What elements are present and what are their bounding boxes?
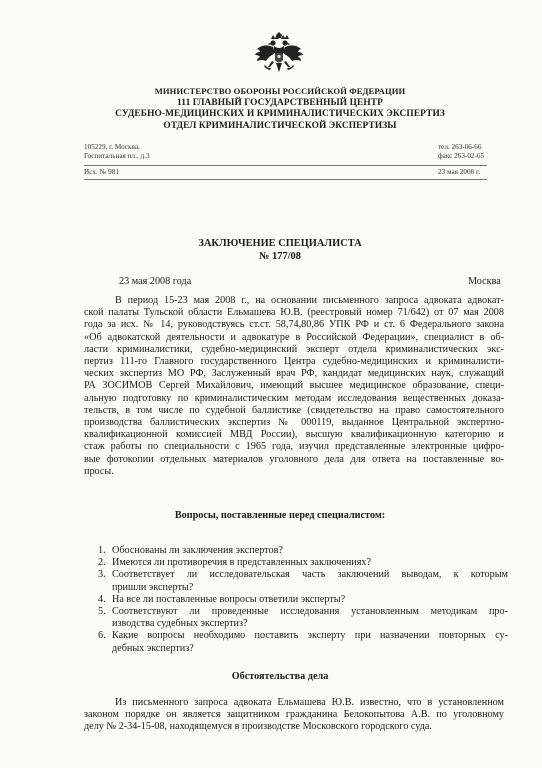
address-line-1: 105229, г. Москва, [84, 143, 140, 151]
paragraph-line: тельств, в том числе по судебной баллистике (свидетельство на право самостоятельного [84, 404, 504, 416]
document-title [60, 238, 500, 263]
paragraph-line: ческих экспертиз МО РФ, Заслуженный врач РФ, кандидат медицинских наук, служащий [84, 368, 504, 380]
paragraph-line: Из письменного запроса адвоката Ельмашева Ю.В. известно, что в установленном [115, 697, 504, 708]
question-text: Имеются ли противоречия в представленных заключениях? [112, 557, 372, 569]
paragraph-line: РА ЗОСИМОВ Сергей Михайлович, имеющий высшее медицинское образование, специ- [84, 380, 504, 392]
question-number: 4. [98, 593, 106, 605]
paragraph-line: ской палаты Тульской области Ельмашева Ю.В. (реестровый номер 71/642) от 07 мая 2008 [84, 307, 504, 319]
paragraph-line: В период 15-23 мая 2008 г., на основании письменного запроса адвоката адвокат- [115, 295, 504, 306]
question-number: 2. [98, 557, 106, 569]
question-text: изводства судебных экспертиз? [112, 618, 248, 630]
question-text: Какие вопросы необходимо поставить эксперту при назначении повторных су- [112, 630, 508, 642]
contacts-block [438, 143, 484, 161]
paragraph-line: производства баллистических экспертиз № 000119, выданное Центральной экспертно- [84, 417, 504, 429]
paragraph-line: стаж работы по специальности с 1965 года, изучил представленные электронные цифро- [84, 441, 504, 453]
center-name: 111 ГЛАВНЫЙ ГОСУДАРСТВЕННЫЙ ЦЕНТР [177, 97, 383, 108]
paragraph-line: пертиз 111-го Главного государственного Центра судебно-медицинских и криминалисти- [84, 356, 504, 368]
document-city: Москва [468, 276, 501, 287]
question-number: 5. [98, 606, 106, 618]
question-number: 6. [98, 630, 106, 642]
question-number: 1. [98, 545, 106, 556]
questions-list [98, 545, 508, 655]
ministry-name: МИНИСТЕРСТВО ОБОРОНЫ РОССИЙСКОЙ ФЕДЕРАЦИИ [154, 86, 406, 96]
paragraph-line: квалификационной комиссией МВД России), высшую квалификационную категорию и [84, 429, 504, 441]
paragraph-line: «Об адвокатской деятельности и адвокатуре в Российской Федерации», специалист в об- [84, 331, 504, 343]
question-text: Обоснованы ли заключения экспертов? [112, 545, 283, 556]
list-item [98, 593, 508, 606]
fax-number: факс 263-02-65 [438, 152, 485, 160]
question-number: 3. [98, 569, 106, 581]
paragraph-line: года за исх. № 14, руководствуясь ст.ст. 58,74,80,86 УПК РФ и ст. 6 Федерального закона [84, 319, 504, 331]
address-block [84, 143, 150, 161]
eagle-emblem-icon [254, 32, 304, 82]
phone-number: тел. 263-06-66 [438, 143, 482, 151]
paragraph-line: законом порядке он является защитником гражданина Белокопытова А.В. по уголовному [84, 709, 504, 721]
paragraph-line: просы. [84, 465, 114, 477]
question-text: пришли эксперты? [112, 581, 194, 593]
question-text: На все ли поставленные вопросы ответили эксперты? [112, 593, 346, 605]
paragraph-line: делу № 2-34-15-08, находящемуся в производстве Московского городского суда. [84, 721, 432, 733]
question-text: Соответствуют ли проведенные исследования установленным методикам про- [112, 606, 508, 618]
circumstances-heading: Обстоятельства дела [231, 671, 329, 682]
organization-header [60, 86, 500, 132]
list-item [98, 545, 508, 557]
address-line-2: Госпитальная пл., д.3 [84, 152, 150, 160]
question-text: Соответствует ли исследовательская часть заключений выводам, к которым [112, 569, 508, 581]
department-name: ОТДЕЛ КРИМИНАЛИСТИЧЕСКОЙ ЭКСПЕРТИЗЫ [163, 120, 397, 131]
question-text: дебных экспертиз? [112, 642, 194, 654]
header-divider [84, 165, 487, 166]
title-number: № 177/08 [259, 250, 301, 262]
paragraph-line: вые фотокопии отдельных материалов уголовного дела для ответа на поставленные во- [84, 453, 504, 465]
document-date: 23 мая 2008 года [119, 276, 192, 287]
list-item [98, 630, 508, 654]
list-item [98, 606, 508, 630]
outgoing-date: 23 мая 2008 г. [438, 168, 480, 176]
intro-paragraph [84, 295, 504, 478]
questions-heading: Вопросы, поставленные перед специалистом: [174, 510, 386, 521]
center-specialization: СУДЕБНО-МЕДИЦИНСКИХ И КРИМИНАЛИСТИЧЕСКИХ ЭКСПЕРТИЗ [115, 109, 445, 120]
list-item [98, 569, 508, 593]
outgoing-ref: Исх. № 981 [84, 168, 119, 176]
ref-divider [84, 179, 487, 180]
list-item [98, 557, 508, 569]
paragraph-line: альную подготовку по криминалистическим методам исследования вещественных доказа- [84, 392, 504, 404]
paragraph-line: ласти криминалистики, судебно-медицинский эксперт отдела криминалистических экс- [84, 343, 504, 355]
title-line: ЗАКЛЮЧЕНИЕ СПЕЦИАЛИСТА [198, 238, 362, 249]
circumstances-paragraph [84, 697, 504, 734]
